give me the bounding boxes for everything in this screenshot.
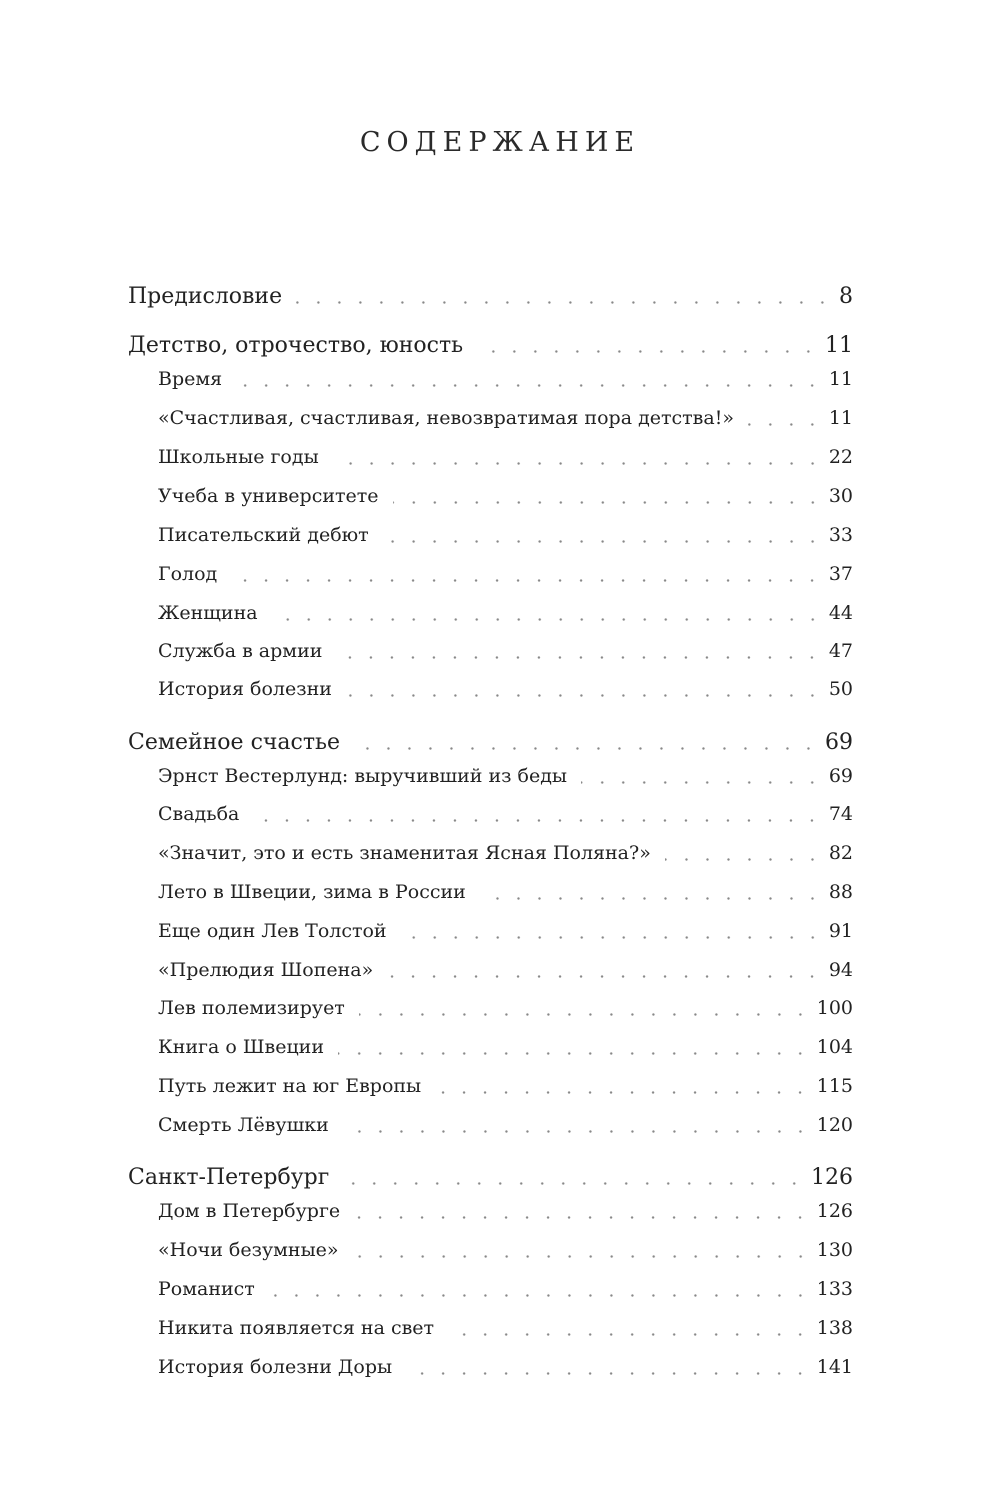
toc-sub-entry[interactable] — [158, 765, 853, 787]
dot-leader — [336, 656, 822, 659]
toc-sub-entry[interactable] — [158, 1200, 853, 1222]
toc-entry-title: История болезни — [158, 678, 332, 700]
toc-entry-page: 126 — [816, 1200, 853, 1222]
toc-entry-page: 69 — [825, 730, 853, 755]
dot-leader — [383, 540, 823, 543]
toc-entry-page: 115 — [816, 1075, 853, 1097]
dot-leader — [343, 1182, 805, 1185]
toc-chapter-entry[interactable] — [128, 730, 853, 755]
dot-leader — [387, 975, 823, 978]
dot-leader — [359, 1013, 811, 1016]
toc-entry-page: 22 — [828, 446, 853, 468]
toc-entry-page: 104 — [816, 1036, 853, 1058]
dot-leader — [354, 747, 819, 750]
dot-leader — [448, 1333, 811, 1336]
toc-entry-page: 133 — [816, 1278, 853, 1300]
toc-entry-title: Дом в Петербурге — [158, 1200, 341, 1222]
toc-entry-title: Еще один Лев Толстой — [158, 920, 387, 942]
toc-sub-entry[interactable] — [158, 678, 853, 700]
dot-leader — [393, 501, 823, 504]
dot-leader — [406, 1372, 811, 1375]
toc-entry-title: Смерть Лёвушки — [158, 1114, 329, 1136]
toc-entry-page: 11 — [825, 333, 853, 358]
toc-sub-entry[interactable] — [158, 1075, 853, 1097]
toc-entry-page: 100 — [816, 997, 853, 1019]
toc-entry-page: 11 — [828, 407, 853, 429]
toc-entry-title: «Значит, это и есть знаменитая Ясная Поляна?» — [158, 842, 651, 864]
toc-entry-title: Никита появляется на свет — [158, 1317, 435, 1339]
toc-sub-entry[interactable] — [158, 1317, 853, 1339]
dot-leader — [353, 1255, 811, 1258]
toc-sub-entry[interactable] — [158, 368, 853, 390]
dot-leader — [272, 618, 823, 621]
toc-chapter-entry[interactable] — [128, 1165, 853, 1190]
toc-entry-title: Предисловие — [128, 284, 283, 309]
toc-entry-page: 50 — [828, 678, 853, 700]
toc-entry-title: Учеба в университете — [158, 485, 379, 507]
dot-leader — [269, 1294, 811, 1297]
toc-sub-entry[interactable] — [158, 602, 853, 624]
toc-entry-page: 91 — [828, 920, 853, 942]
toc-entry-page: 69 — [828, 765, 853, 787]
toc-entry-page: 120 — [816, 1114, 853, 1136]
toc-entry-title: «Счастливая, счастливая, невозвратимая пора детства!» — [158, 407, 734, 429]
dot-leader — [338, 1052, 811, 1055]
toc-entry-title: Романист — [158, 1278, 255, 1300]
toc-sub-entry[interactable] — [158, 997, 853, 1019]
toc-entry-title: Эрнст Вестерлунд: выручивший из беды — [158, 765, 568, 787]
toc-sub-entry[interactable] — [158, 446, 853, 468]
toc-sub-entry[interactable] — [158, 640, 853, 662]
toc-entry-title: Свадьба — [158, 803, 240, 825]
toc-entry-title: «Ночи безумные» — [158, 1239, 339, 1261]
toc-sub-entry[interactable] — [158, 1036, 853, 1058]
toc-entry-page: 33 — [828, 524, 853, 546]
dot-leader — [401, 936, 823, 939]
toc-chapter-entry[interactable] — [128, 333, 853, 358]
toc-entry-page: 141 — [816, 1356, 853, 1378]
toc-entry-page: 47 — [828, 640, 853, 662]
toc-entry-page: 138 — [816, 1317, 853, 1339]
dot-leader — [748, 423, 823, 426]
dot-leader — [253, 819, 822, 822]
dot-leader — [346, 694, 823, 697]
dot-leader — [236, 384, 823, 387]
dot-leader — [477, 350, 819, 353]
toc-entry-title: Писательский дебют — [158, 524, 369, 546]
page-title: СОДЕРЖАНИЕ — [359, 127, 641, 158]
toc-entry-title: Семейное счастье — [128, 730, 341, 755]
toc-entry-page: 82 — [828, 842, 853, 864]
toc-entry-page: 130 — [816, 1239, 853, 1261]
toc-entry-title: Детство, отрочество, юность — [128, 333, 464, 358]
toc-entry-title: Школьные годы — [158, 446, 319, 468]
toc-sub-entry[interactable] — [158, 920, 853, 942]
toc-entry-title: Время — [158, 368, 223, 390]
dot-leader — [581, 781, 823, 784]
toc-entry-title: Санкт-Петербург — [128, 1165, 330, 1190]
toc-sub-entry[interactable] — [158, 842, 853, 864]
toc-entry-title: Лето в Швеции, зима в России — [158, 881, 466, 903]
dot-leader — [333, 462, 823, 465]
toc-entry-page: 11 — [828, 368, 853, 390]
toc-entry-page: 88 — [828, 881, 853, 903]
toc-sub-entry[interactable] — [158, 1278, 853, 1300]
dot-leader — [296, 301, 833, 304]
toc-entry-title: Путь лежит на юг Европы — [158, 1075, 422, 1097]
toc-sub-entry[interactable] — [158, 485, 853, 507]
toc-sub-entry[interactable] — [158, 1356, 853, 1378]
toc-entry-page: 8 — [839, 284, 853, 309]
toc-entry-page: 74 — [828, 803, 853, 825]
toc-sub-entry[interactable] — [158, 881, 853, 903]
dot-leader — [435, 1091, 811, 1094]
toc-entry-title: Книга о Швеции — [158, 1036, 324, 1058]
dot-leader — [231, 579, 823, 582]
toc-sub-entry[interactable] — [158, 1239, 853, 1261]
toc-entry-title: История болезни Доры — [158, 1356, 393, 1378]
toc-sub-entry[interactable] — [158, 1114, 853, 1136]
toc-entry-page: 30 — [828, 485, 853, 507]
toc-sub-entry[interactable] — [158, 803, 853, 825]
toc-entry-title: Женщина — [158, 602, 258, 624]
toc-entry-page: 94 — [828, 959, 853, 981]
dot-leader — [354, 1216, 811, 1219]
toc-entry-title: «Прелюдия Шопена» — [158, 959, 374, 981]
toc-entry-title: Голод — [158, 563, 218, 585]
toc-sub-entry[interactable] — [158, 524, 853, 546]
toc-entry-title: Лев полемизирует — [158, 997, 345, 1019]
dot-leader — [480, 897, 823, 900]
toc-entry-page: 126 — [811, 1165, 853, 1190]
toc-sub-entry[interactable] — [158, 407, 853, 429]
toc-entry-page: 37 — [828, 563, 853, 585]
toc-sub-entry[interactable] — [158, 959, 853, 981]
toc-entry-page: 44 — [828, 602, 853, 624]
dot-leader — [343, 1130, 811, 1133]
toc-chapter-entry[interactable] — [128, 284, 853, 309]
toc-entry-title: Служба в армии — [158, 640, 323, 662]
toc-sub-entry[interactable] — [158, 563, 853, 585]
dot-leader — [665, 858, 823, 861]
